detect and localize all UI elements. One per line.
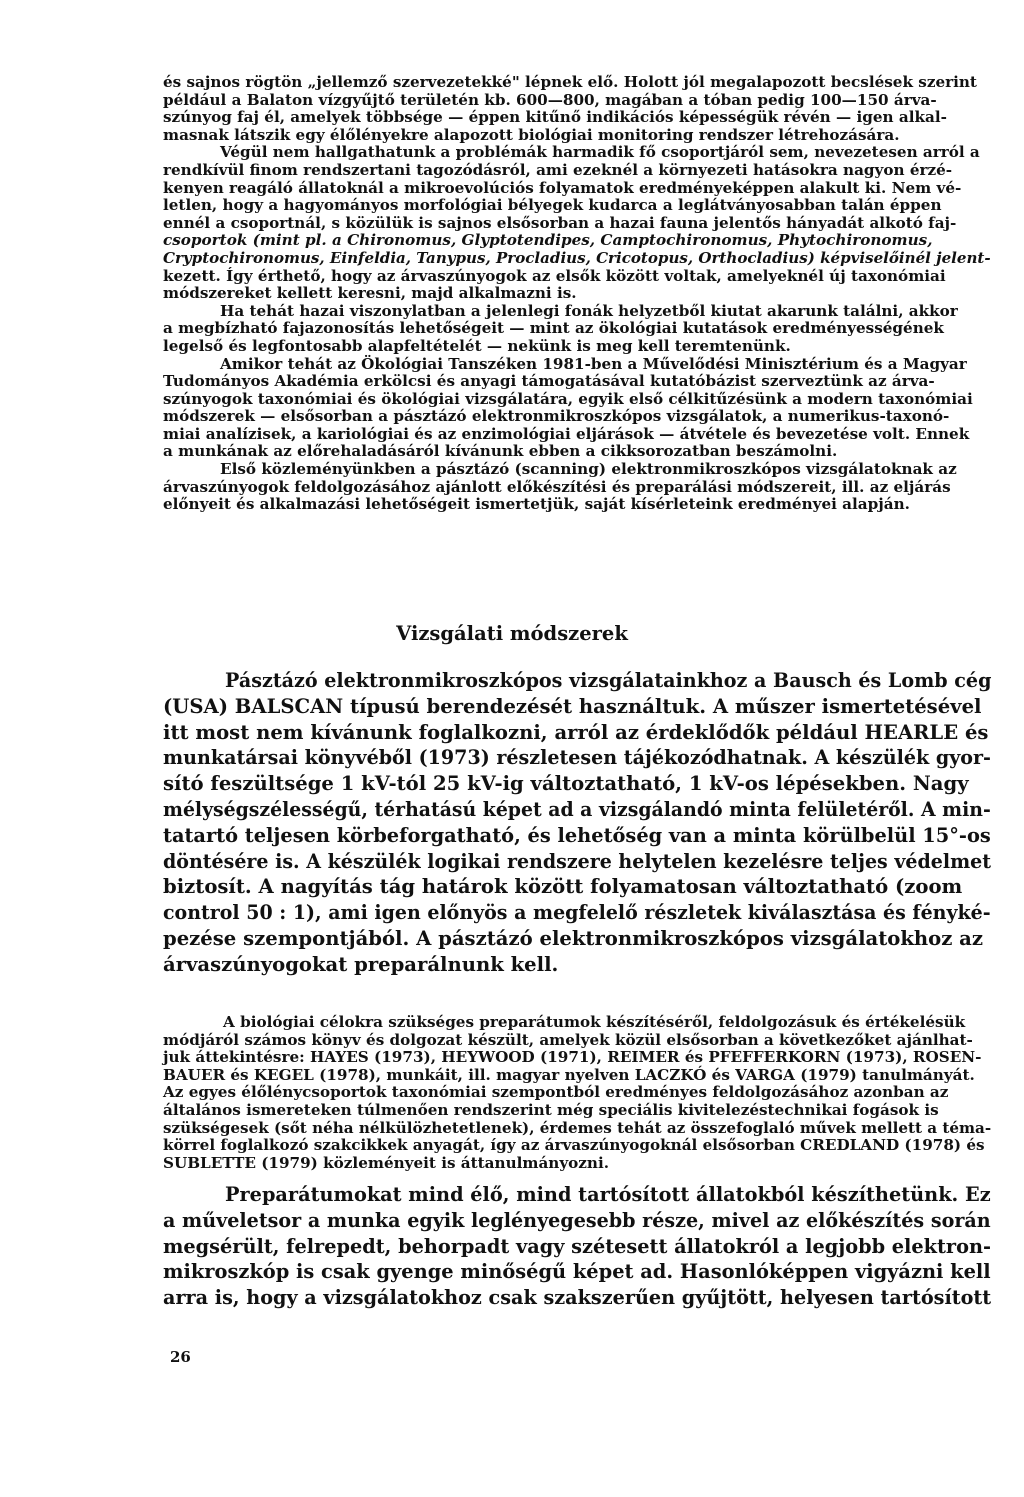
intro-line: Cryptochironomus, Einfeldia, Tanypus, Procladius, Cricotopus, Orthocladius) képviselőinél jelent-: [163, 248, 991, 267]
intro-line: módszerek — elsősorban a pásztázó elektronmikroszkópos vizsgálatok, a numerikus-taxonó-: [163, 407, 950, 426]
intro-line: miai analízisek, a kariológiai és az enzimológiai eljárások — átvétele és bevezetése volt. Ennek: [163, 424, 970, 443]
preparation-line: mikroszkóp is csak gyenge minőségű képet ad. Hasonlóképpen vigyázni kell: [163, 1260, 991, 1284]
literature-line: SUBLETTE (1979) közleményeit is áttanulmányozni.: [163, 1153, 610, 1172]
intro-line: Első közleményünkben a pásztázó (scanning) elektronmikroszkópos vizsgálatoknak az: [220, 460, 957, 479]
methods-line: control 50 : 1), ami igen előnyös a megfelelő részletek kiválasztása és fényké-: [163, 901, 991, 925]
methods-paragraph: [163, 668, 991, 978]
methods-line: sító feszültsége 1 kV-tól 25 kV-ig változtatható, 1 kV-os lépésekben. Nagy: [163, 772, 969, 796]
intro-line: és sajnos rögtön „jellemző szervezetekké" lépnek elő. Holott jól megalapozott becslések szerint: [163, 73, 977, 91]
preparation-line: arra is, hogy a vizsgálatokhoz csak szakszerűen gyűjtött, helyesen tartósított: [163, 1286, 992, 1310]
methods-line: Pásztázó elektronmikroszkópos vizsgálatainkhoz a Bausch és Lomb cég: [225, 669, 992, 692]
preparation-line: a műveletsor a munka egyik leglényegesebb része, mivel az előkészítés során: [163, 1208, 991, 1232]
preparation-line: Preparátumokat mind élő, mind tartósított állatokból készíthetünk. Ez: [225, 1183, 991, 1206]
intro-line: legelső és legfontosabb alapfeltételét — nekünk is meg kell teremtenünk.: [163, 336, 791, 355]
intro-line: a megbízható fajazonosítás lehetőségeit — mint az ökológiai kutatások eredményességének: [163, 319, 944, 338]
literature-line: általános ismereteken túlmenően rendszerint még speciális kivitelezéstechnikai fogások is: [163, 1100, 939, 1119]
intro-line: Tudományos Akadémia erkölcsi és anyagi támogatásával kutatóbázist szerveztünk az árva-: [163, 372, 935, 391]
intro-line: rendkívül finom rendszertani tagozódásról, ami ezeknél a környezeti hatásokra nagyon érzé-: [163, 160, 953, 179]
intro-line: csoportok (mint pl. a Chironomus, Glyptotendipes, Camptochironomus, Phytochironomus,: [163, 231, 933, 250]
methods-line: árvaszúnyogokat preparálnunk kell.: [163, 952, 559, 976]
intro-line: árvaszúnyogok feldolgozásához ajánlott előkészítési és preparálási módszereit, ill. az eljárás: [163, 477, 951, 496]
methods-line: mélységszélességű, térhatású képet ad a vizsgálandó minta felületéről. A min-: [163, 797, 991, 821]
methods-line: pezése szempontjából. A pásztázó elektronmikroszkópos vizsgálatokhoz az: [163, 926, 983, 950]
intro-line: előnyeit és alkalmazási lehetőségeit ismertetjük, saját kísérleteink eredményei alapján.: [163, 495, 910, 514]
methods-line: tatartó teljesen körbeforgatható, és lehetőség van a minta körülbelül 15°-os: [163, 823, 991, 847]
intro-line: ennél a csoportnál, s közülük is sajnos elsősorban a hazai fauna jelentős hányadát alkotó faj-: [163, 213, 957, 232]
page-number: 26: [170, 1348, 191, 1366]
methods-line: biztosít. A nagyítás tág határok között folyamatosan változtatható (zoom: [163, 875, 963, 899]
intro-line: szúnyogok taxonómiai és ökológiai vizsgálatára, egyik első célkitűzésünk a modern taxonómiai: [163, 389, 973, 408]
literature-line: szükségesek (sőt néha nélkülözhetetlenek), érdemes tehát az összefoglaló művek mellett a téma-: [163, 1118, 992, 1137]
literature-paragraph: [163, 1014, 991, 1172]
intro-line: letlen, hogy a hagyományos morfológiai bélyegek kudarca a leglátványosabban talán éppen: [163, 196, 942, 215]
intro-line: masnak látszik egy élőlényekre alapozott biológiai monitoring rendszer létrehozására.: [163, 125, 900, 144]
literature-line: juk áttekintésre: HAYES (1973), HEYWOOD (1971), REIMER és PFEFFERKORN (1973), ROSEN-: [163, 1048, 982, 1067]
literature-line: Az egyes élőlénycsoportok taxonómiai szempontból eredményes feldolgozásához azonban az: [163, 1083, 949, 1102]
intro-line: módszereket kellett keresni, majd alkalmazni is.: [163, 284, 577, 303]
literature-line: A biológiai célokra szükséges preparátumok készítéséről, feldolgozásuk és értékelésük: [223, 1013, 966, 1031]
intro-line: a munkának az előrehaladásáról kívánunk ebben a cikksorozatban beszámolni.: [163, 442, 838, 461]
methods-line: itt most nem kívánunk foglalkozni, arról az érdeklődők például HEARLE és: [163, 720, 989, 744]
intro-line: kenyen reagáló állatoknál a mikroevolúciós folyamatok eredményeképpen alakult ki. Nem vé-: [163, 178, 962, 197]
literature-line: körrel foglalkozó szakcikkek anyagát, így az árvaszúnyogoknál elsősorban CREDLAND (1978) és: [163, 1136, 985, 1155]
preparation-paragraph: [163, 1182, 991, 1311]
intro-line: kezett. Így érthető, hogy az árvaszúnyogok az elsők között voltak, amelyeknél új taxonómiai: [163, 266, 946, 285]
methods-line: döntésére is. A készülék logikai rendszere helytelen kezelésre teljes védelmet: [163, 849, 992, 873]
section-heading: Vizsgálati módszerek: [396, 622, 628, 645]
methods-line: (USA) BALSCAN típusú berendezését használtuk. A műszer ismertetésével: [163, 694, 982, 718]
preparation-line: megsérült, felrepedt, behorpadt vagy szétesett állatokról a legjobb elektron-: [163, 1234, 991, 1258]
intro-line: Végül nem hallgathatunk a problémák harmadik fő csoportjáról sem, nevezetesen arról a: [220, 143, 980, 162]
literature-line: módjáról számos könyv és dolgozat készült, amelyek közül elsősorban a következőket ajánlhat-: [163, 1030, 973, 1049]
methods-line: munkatársai könyvéből (1973) részletesen tájékozódhatnak. A készülék gyor-: [163, 746, 991, 770]
intro-line: Ha tehát hazai viszonylatban a jelenlegi fonák helyzetből kiutat akarunk találni, akkor: [220, 301, 958, 320]
intro-line: szúnyog faj él, amelyek többsége — éppen kitűnő indikációs képességük révén — igen alkal-: [163, 108, 947, 127]
intro-paragraph: [163, 74, 991, 514]
intro-line: Amikor tehát az Ökológiai Tanszéken 1981-ben a Művelődési Minisztérium és a Magyar: [220, 354, 967, 373]
literature-line: BAUER és KEGEL (1978), munkáit, ill. magyar nyelven LACZKÓ és VARGA (1979) tanulmányát.: [163, 1065, 975, 1084]
intro-line: például a Balaton vízgyűjtő területén kb. 600—800, magában a tóban pedig 100—150 árva-: [163, 90, 937, 109]
